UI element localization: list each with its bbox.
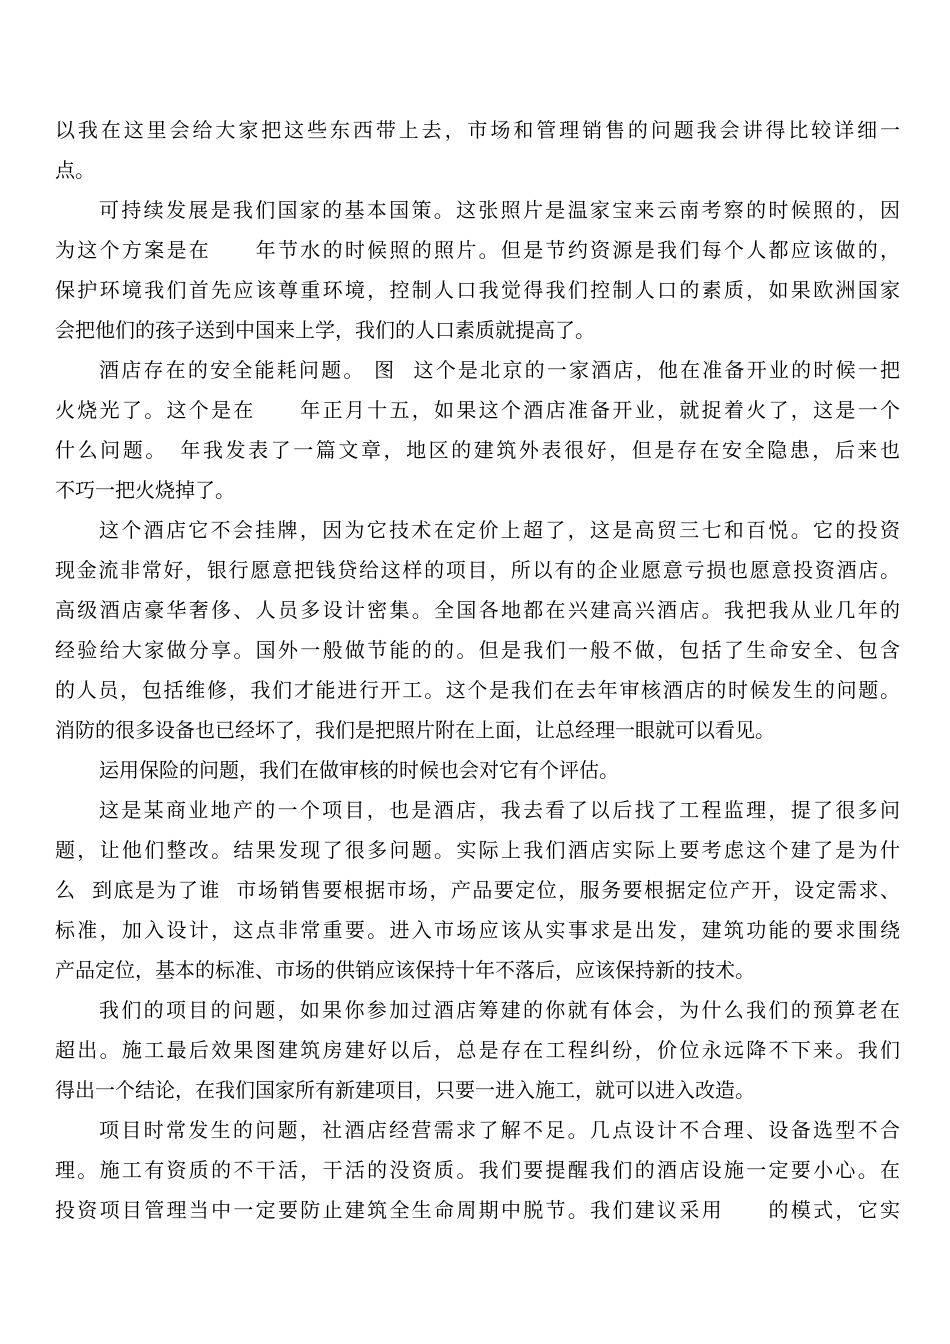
text-line: 可持续发展是我们国家的基本国策。这张照片是温家宝来云南考察的时候照的，因 [99,198,900,222]
text-line: 得出一个结论，在我们国家所有新建项目，只要一进入施工，就可以进入改造。 [55,1078,755,1102]
text-line: 会把他们的孩子送到中国来上学，我们的人口素质就提高了。 [55,318,595,342]
text-line: 现金流非常好，银行愿意把钱贷给这样的项目，所以有的企业愿意亏损也愿意投资酒店。 [55,558,900,582]
text-line: 点。 [55,158,95,182]
text-line: 以我在这里会给大家把这些东西带上去，市场和管理销售的问题我会讲得比较详细一 [55,118,900,142]
text-line: 酒店存在的安全能耗问题。 图 这个是北京的一家酒店，他在准备开业的时候一把 [99,358,900,382]
text-line: 投资项目管理当中一定要防止建筑全生命周期中脱节。我们建议采用 的模式，它实 [55,1198,900,1222]
text-line: 这个酒店它不会挂牌，因为它技术在定价上超了，这是高贸三七和百悦。它的投资 [99,518,900,542]
text-line: 的人员，包括维修，我们才能进行开工。这个是我们在去年审核酒店的时候发生的问题。 [55,678,900,702]
text-line: 运用保险的问题，我们在做审核的时候也会对它有个评估。 [99,758,619,782]
text-line: 消防的很多设备也已经坏了，我们是把照片附在上面，让总经理一眼就可以看见。 [55,718,775,742]
text-line: 为这个方案是在 年节水的时候照的照片。但是节约资源是我们每个人都应该做的， [55,238,900,262]
text-line: 题，让他们整改。结果发现了很多问题。实际上我们酒店实际上要考虑这个建了是为什 [55,838,900,862]
text-line: 什么问题。 年我发表了一篇文章，地区的建筑外表很好，但是存在安全隐患，后来也 [55,438,900,462]
text-line: 项目时常发生的问题，社酒店经营需求了解不足。几点设计不合理、设备选型不合 [99,1118,900,1142]
text-line: 火烧光了。这个是在 年正月十五，如果这个酒店准备开业，就捉着火了，这是一个 [55,398,900,422]
text-line: 超出。施工最后效果图建筑房建好以后，总是存在工程纠纷，价位永远降不下来。我们 [55,1038,900,1062]
text-line: 经验给大家做分享。国外一般做节能的的。但是我们一般不做，包括了生命安全、包含 [55,638,900,662]
text-line: 保护环境我们首先应该尊重环境，控制人口我觉得我们控制人口的素质，如果欧洲国家 [55,278,900,302]
text-line: 高级酒店豪华奢侈、人员多设计密集。全国各地都在兴建高兴酒店。我把我从业几年的 [55,598,900,622]
text-line: 理。施工有资质的不干活，干活的没资质。我们要提醒我们的酒店设施一定要小心。在 [55,1158,900,1182]
text-line: 么 到底是为了谁 市场销售要根据市场，产品要定位，服务要根据定位产开，设定需求、 [55,878,900,902]
text-line: 这是某商业地产的一个项目，也是酒店，我去看了以后找了工程监理，提了很多问 [99,798,900,822]
text-line: 标准，加入设计，这点非常重要。进入市场应该从实事求是出发，建筑功能的要求围绕 [55,918,900,942]
document-body [55,110,900,1230]
text-line: 产品定位，基本的标准、市场的供销应该保持十年不落后，应该保持新的技术。 [55,958,755,982]
text-line: 不巧一把火烧掉了。 [55,478,235,502]
text-line: 我们的项目的问题，如果你参加过酒店筹建的你就有体会，为什么我们的预算老在 [99,998,900,1022]
